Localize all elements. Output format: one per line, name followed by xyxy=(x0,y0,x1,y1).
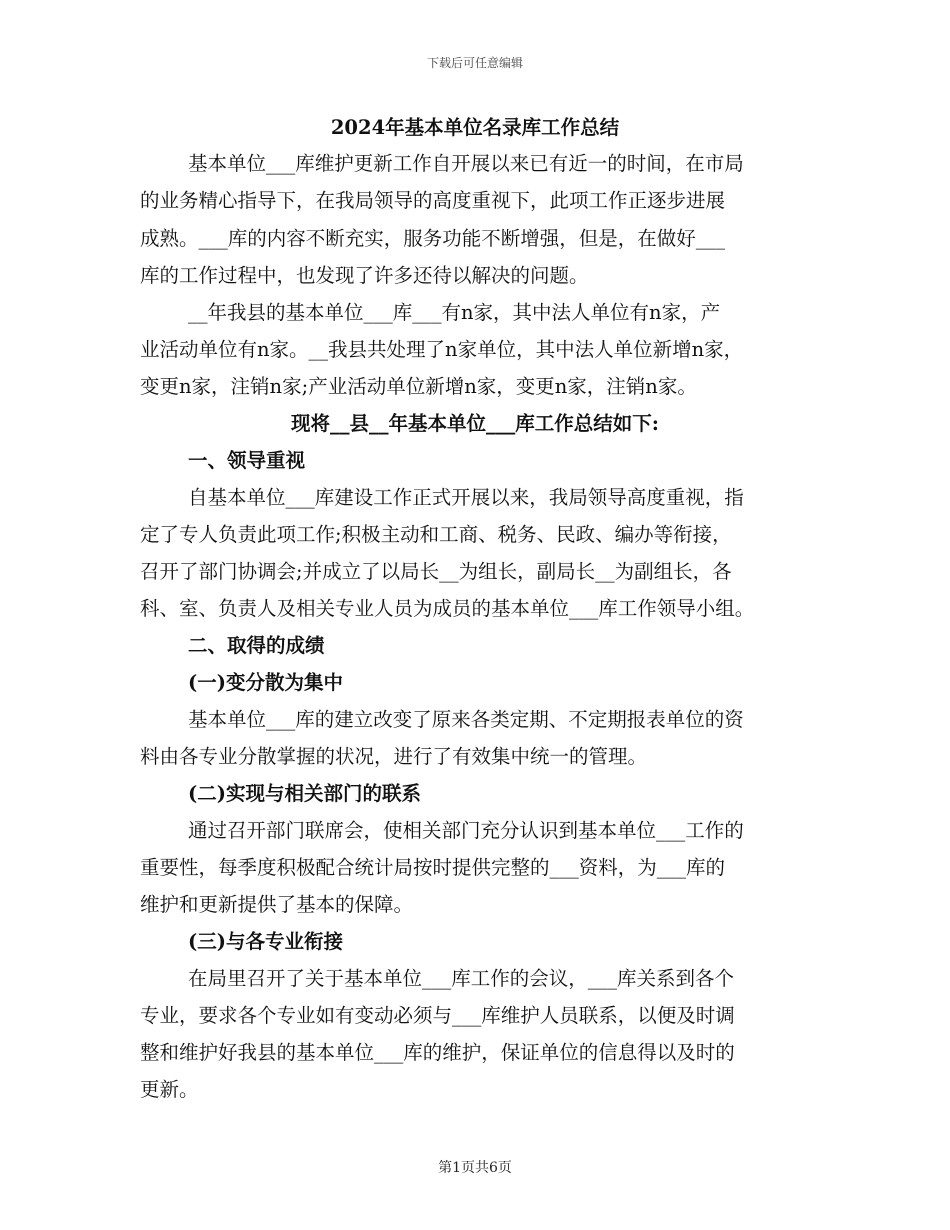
page-number: 第1页共6页 xyxy=(438,1160,512,1176)
body-line: 重要性，每季度积极配合统计局按时提供完整的___资料，为___库的 xyxy=(140,856,726,879)
body-line: 料由各专业分散掌握的状况，进行了有效集中统一的管理。 xyxy=(140,745,648,768)
subsection-heading: (二)实现与相关部门的联系 xyxy=(188,782,421,805)
page-header-note: 下载后可任意编辑 xyxy=(426,56,523,70)
body-line: 定了专人负责此项工作;积极主动和工商、税务、民政、编办等衔接， xyxy=(140,523,732,546)
body-line: 基本单位___库的建立改变了原来各类定期、不定期报表单位的资 xyxy=(188,708,744,731)
body-line: 更新。 xyxy=(140,1078,199,1101)
intro-line: 的业务精心指导下，在我局领导的高度重视下，此项工作正逐步进展 xyxy=(140,189,726,212)
summary-heading: 现将__县__年基本单位___库工作总结如下: xyxy=(291,412,659,435)
body-line: 整和维护好我县的基本单位___库的维护，保证单位的信息得以及时的 xyxy=(140,1041,735,1064)
document-title: 2024年基本单位名录库工作总结 xyxy=(330,116,620,139)
body-line: 专业，要求各个专业如有变动必须与___库维护人员联系，以便及时调 xyxy=(140,1004,735,1027)
intro-line: 业活动单位有n家。__我县共处理了n家单位，其中法人单位新增n家， xyxy=(140,338,744,361)
section-heading: 二、取得的成绩 xyxy=(188,634,325,657)
intro-line: 成熟。___库的内容不断充实，服务功能不断增强，但是，在做好___ xyxy=(140,227,726,250)
body-line: 通过召开部门联席会，使相关部门充分认识到基本单位___工作的 xyxy=(188,819,744,842)
intro-line: 变更n家，注销n家;产业活动单位新增n家，变更n家，注销n家。 xyxy=(140,375,697,398)
body-line: 召开了部门协调会;并成立了以局长__为组长，副局长__为副组长，各 xyxy=(140,560,732,583)
subsection-heading: (一)变分散为集中 xyxy=(188,671,343,694)
body-line: 自基本单位___库建设工作正式开展以来，我局领导高度重视，指 xyxy=(188,486,744,509)
body-line: 科、室、负责人及相关专业人员为成员的基本单位___库工作领导小组。 xyxy=(140,597,755,620)
intro-line: 库的工作过程中，也发现了许多还待以解决的问题。 xyxy=(140,264,589,287)
section-heading: 一、领导重视 xyxy=(188,449,306,472)
intro-line: __年我县的基本单位___库___有n家，其中法人单位有n家，产 xyxy=(188,301,721,324)
body-line: 在局里召开了关于基本单位___库工作的会议，___库关系到各个 xyxy=(188,967,735,990)
subsection-heading: (三)与各专业衔接 xyxy=(188,930,343,953)
intro-line: 基本单位___库维护更新工作自开展以来已有近一的时间，在市局 xyxy=(188,152,744,175)
body-line: 维护和更新提供了基本的保障。 xyxy=(140,893,414,916)
